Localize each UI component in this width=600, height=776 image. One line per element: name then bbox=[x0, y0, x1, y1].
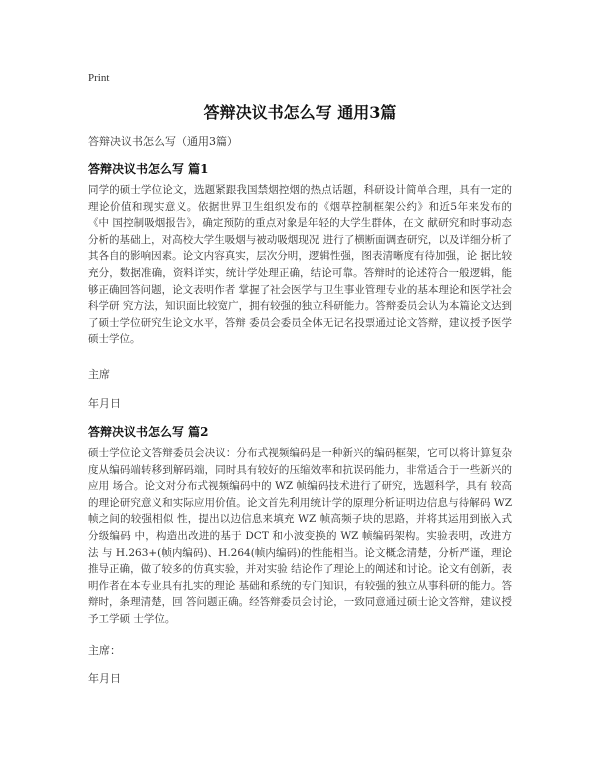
page-title: 答辩决议书怎么写 通用3篇 bbox=[203, 103, 397, 122]
section-1-body: 同学的硕士学位论文，选题紧跟我国禁烟控烟的热点话题，科研设计简单合理，具有一定的理论价值和现实意义。依据世界卫生组织发布的《烟草控制框架公约》和近5年来发布的《中 国控制吸烟报告》，确定预防的重点对象是年轻的大学生群体，在文 献研究和时事动态分析的基础上，对高校大学生吸烟与被动吸烟现况 进行了横断面调查研究，以及详细分析了其各自的影响因素。论文内容真实，层次分明，逻辑性强，图表清晰度有待加强，论 据比较充分，数据准确，资料详实，统计学处理正确，结论可靠。答辩时的论述符合一般逻辑，能够正确回答问题，论文表明作者 掌握了社会医学与卫生事业管理专业的基本理论和医学社会科学研 究方法，知识面比较宽广，拥有较强的独立科研能力。答辩委员会认为本篇论文达到了硕士学位研究生论文水平，答辩 委员会委员全体无记名投票通过论文答辩，建议授予医学硕士学位。 bbox=[88, 184, 512, 346]
section-2-date: 年月日 bbox=[88, 672, 121, 685]
section-2-heading: 答辩决议书怎么写 篇2 bbox=[88, 425, 209, 439]
print-link[interactable]: Print bbox=[88, 72, 110, 84]
section-1-date: 年月日 bbox=[88, 397, 121, 410]
section-1-heading: 答辩决议书怎么写 篇1 bbox=[88, 162, 209, 176]
document-subtitle: 答辩决议书怎么写（通用3篇） bbox=[88, 135, 238, 148]
section-2-chair: 主席： bbox=[88, 644, 121, 657]
section-1-chair: 主席 bbox=[88, 368, 110, 381]
section-2-body: 硕士学位论文答辩委员会决议：分布式视频编码是一种新兴的编码框架，它可以将计算复杂度从编码端转移到解码端，同时具有较好的压缩效率和抗误码能力，非常适合于一些新兴的应用 场合。论文对分布式视频编码中的 WZ 帧编码技术进行了研究，选题科学，具有 较高的理论研究意义和实际应用价值。论文首先利用统计学的原理分析证明边信息与待解码 WZ 帧之间的较强相似 性，提出以边信息来填充 WZ 帧高频子块的思路，并将其运用到嵌入式分级编码 中，构造出改进的基于 DCT 和小波变换的 WZ 帧编码架构。实验表明，改进方法 与 H.263+(帧内编码)、H.264(帧内编码)的性能相当。论文概念清楚，分析严谨，理论推导正确，做了较多的仿真实验，并对实验 结论作了理论上的阐述和讨论。论文有创新，表明作者在本专业具有扎实的理论 基础和系统的专门知识，有较强的独立从事科研的能力。答辩时，条理清楚，回 答问题正确。经答辩委员会讨论，一致同意通过硕士论文答辩，建议授予工学硕 士学位。 bbox=[88, 447, 512, 625]
